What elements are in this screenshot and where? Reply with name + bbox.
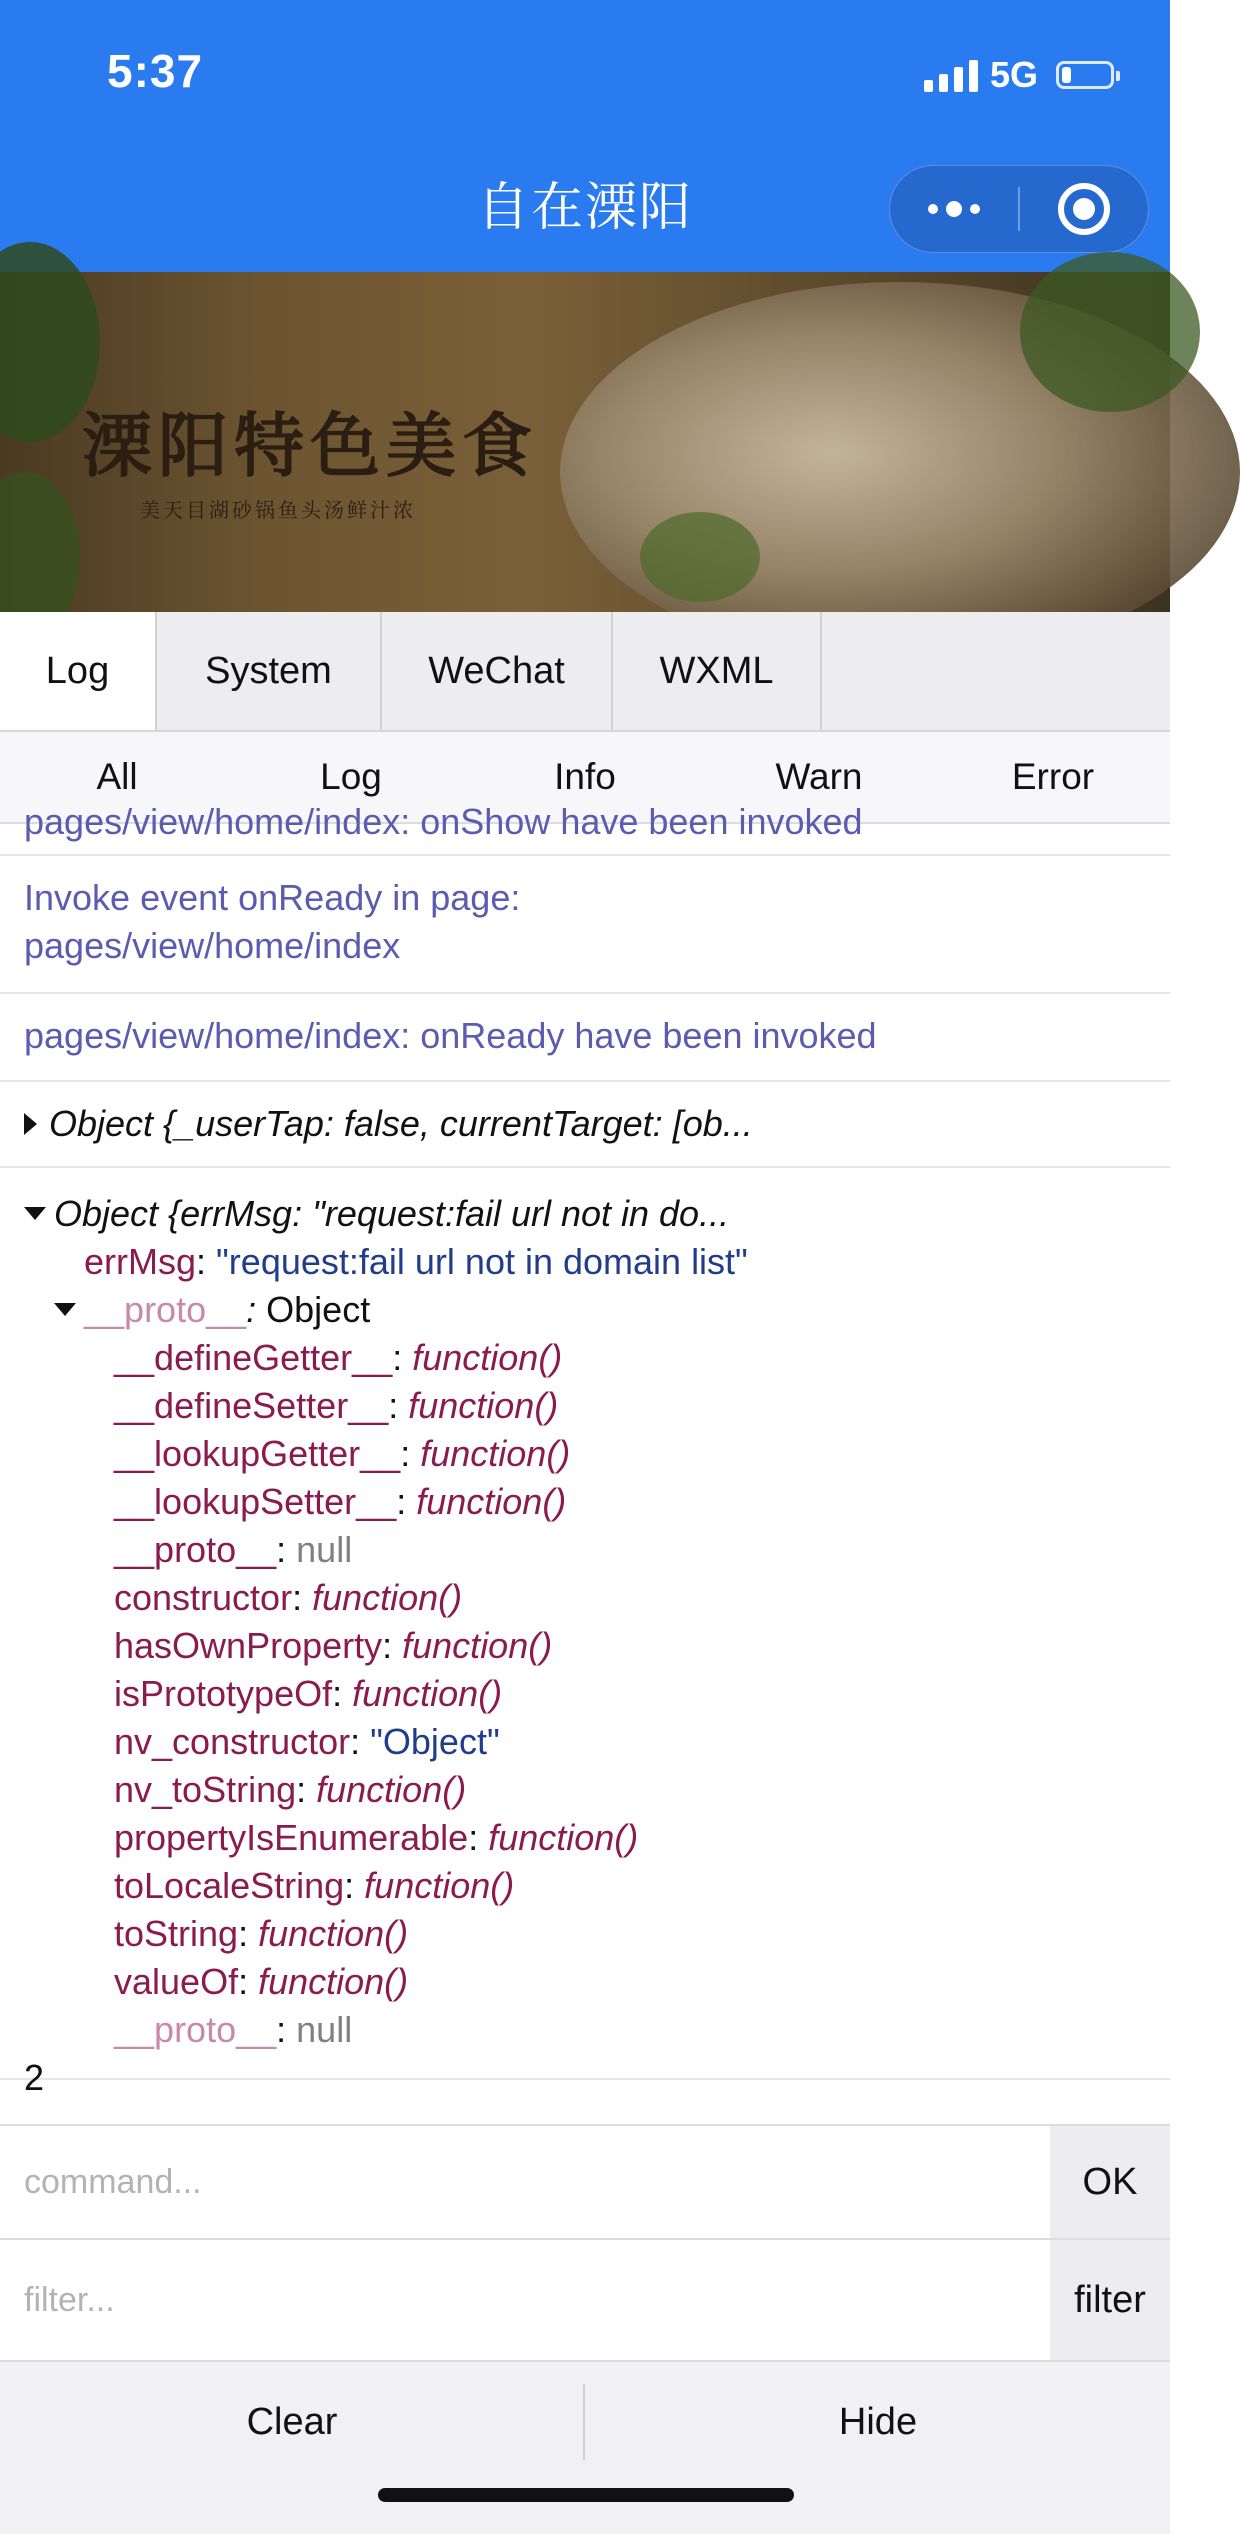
property-value: function() [258,1961,409,2002]
property-key: __proto__ [114,1529,277,1570]
property-value: function() [488,1817,639,1858]
property-key: __lookupSetter__ [114,1481,397,1522]
property-key: toLocaleString [114,1865,345,1906]
property-key: nv_constructor [114,1721,351,1762]
object-property: __lookupSetter__: function() [114,1481,567,1522]
tab-label: System [205,649,332,692]
more-dots-icon [928,201,980,217]
filter-input[interactable] [0,2240,1050,2360]
log-text: pages/view/home/index: onReady have been invoked [24,1015,877,1056]
bottom-divider [583,2384,585,2460]
log-number-output [24,2054,44,2102]
property-key: hasOwnProperty [114,1625,383,1666]
log-text: pages/view/home/index: onShow have been invoked [24,801,863,842]
filter-info[interactable]: Info [554,756,616,797]
property-value: function() [416,1481,567,1522]
object-expanded-header[interactable] [24,1190,729,1238]
filter-log[interactable]: Log [320,756,382,797]
object-property: toLocaleString: function() [114,1865,515,1906]
signal-icon [924,58,978,92]
tab-system[interactable] [157,612,382,730]
log-entry [0,856,1170,994]
object-property: __lookupGetter__: function() [114,1433,571,1474]
hide-button[interactable]: Hide [838,2400,918,2443]
object-property: isPrototypeOf: function() [114,1673,503,1714]
tab-label: WeChat [428,649,565,692]
property-key: errMsg [84,1241,197,1282]
object-property: errMsg: "request:fail url not in domain list" [84,1241,748,1282]
proto-header[interactable]: __proto__: Object [54,1286,370,1334]
property-value: "request:fail url not in domain list" [216,1241,748,1282]
property-key: nv_toString [114,1769,297,1810]
property-value: null [296,2009,353,2050]
banner-title: 溧阳特色美食 [82,404,538,487]
close-miniprogram-button[interactable] [1020,166,1148,252]
log-text: 2 [24,2057,45,2098]
property-value: function() [316,1769,467,1810]
property-key: __defineSetter__ [114,1385,389,1426]
tab-wechat[interactable] [382,612,613,730]
property-value: function() [352,1673,503,1714]
property-value: function() [408,1385,559,1426]
network-label: 5G [989,54,1038,95]
property-value: null [296,1529,353,1570]
property-key: __proto__ [114,2009,277,2050]
collapse-arrow-icon[interactable] [54,1303,76,1316]
status-indicators [924,52,1114,98]
battery-icon [1056,61,1114,89]
object-property: propertyIsEnumerable: function() [114,1817,639,1858]
object-property: nv_constructor: "Object" [114,1721,500,1762]
object-property: nv_toString: function() [114,1769,467,1810]
property-value: function() [420,1433,571,1474]
object-summary: Object {errMsg: "request:fail url not in do... [54,1193,730,1234]
property-value: function() [258,1913,409,1954]
banner-leaf-decoration [1020,252,1200,412]
property-value: Object [266,1289,371,1330]
log-panel[interactable] [0,801,1170,2124]
object-property: constructor: function() [114,1577,463,1618]
food-banner[interactable] [0,272,1170,612]
object-property: hasOwnProperty: function() [114,1625,553,1666]
property-key: isPrototypeOf [114,1673,333,1714]
property-key: __lookupGetter__ [114,1433,401,1474]
filter-all[interactable]: All [96,756,138,797]
object-property: __defineGetter__: function() [114,1337,563,1378]
object-property: toString: function() [114,1913,409,1954]
property-key: constructor [114,1577,293,1618]
tab-label: WXML [659,649,774,692]
more-button[interactable] [890,166,1018,252]
property-value: "Object" [370,1721,500,1762]
property-key: propertyIsEnumerable [114,1817,469,1858]
banner-subtitle: 美天目湖砂锅鱼头汤鲜汁浓 [140,500,416,522]
property-key: toString [114,1913,239,1954]
capsule-menu [889,165,1149,253]
object-summary: Object {_userTap: false, currentTarget: [ob... [49,1103,753,1144]
target-icon [1058,183,1110,235]
console-tabs [0,612,1170,732]
tab-wxml[interactable] [613,612,822,730]
object-property: __proto__: null [114,2009,353,2050]
log-entry [0,994,1170,1082]
expand-arrow-icon[interactable] [24,1113,37,1135]
object-property: valueOf: function() [114,1961,409,2002]
command-ok-button[interactable]: OK [1050,2126,1170,2238]
property-key: valueOf [114,1961,239,2002]
log-text: Invoke event onReady in page: [24,877,521,918]
log-entry-object-collapsed[interactable] [0,1082,1170,1168]
nav-header [0,0,1170,272]
filter-warn[interactable]: Warn [775,756,863,797]
filter-bar [0,2238,1170,2360]
property-key: __proto__ [84,1289,247,1330]
clear-button[interactable]: Clear [246,2400,338,2443]
status-time: 5:37 [107,45,204,97]
object-property: __defineSetter__: function() [114,1385,559,1426]
home-indicator [378,2488,794,2502]
app-title: 自在溧阳 [476,179,693,237]
filter-button[interactable]: filter [1050,2240,1170,2360]
property-key: __defineGetter__ [114,1337,393,1378]
tab-log[interactable] [0,612,157,730]
property-value: function() [312,1577,463,1618]
filter-error[interactable]: Error [1011,756,1095,797]
property-value: function() [402,1625,553,1666]
property-value: function() [412,1337,563,1378]
console-bottom-bar [0,2360,1170,2534]
log-text: pages/view/home/index [24,925,401,966]
banner-leaf-decoration [640,512,760,602]
tab-label: Log [45,649,110,692]
command-input[interactable] [0,2126,1050,2238]
object-property: __proto__: null [114,1529,353,1570]
property-value: function() [364,1865,515,1906]
command-bar [0,2124,1170,2238]
log-entry [0,792,1170,856]
collapse-arrow-icon[interactable] [24,1207,46,1220]
